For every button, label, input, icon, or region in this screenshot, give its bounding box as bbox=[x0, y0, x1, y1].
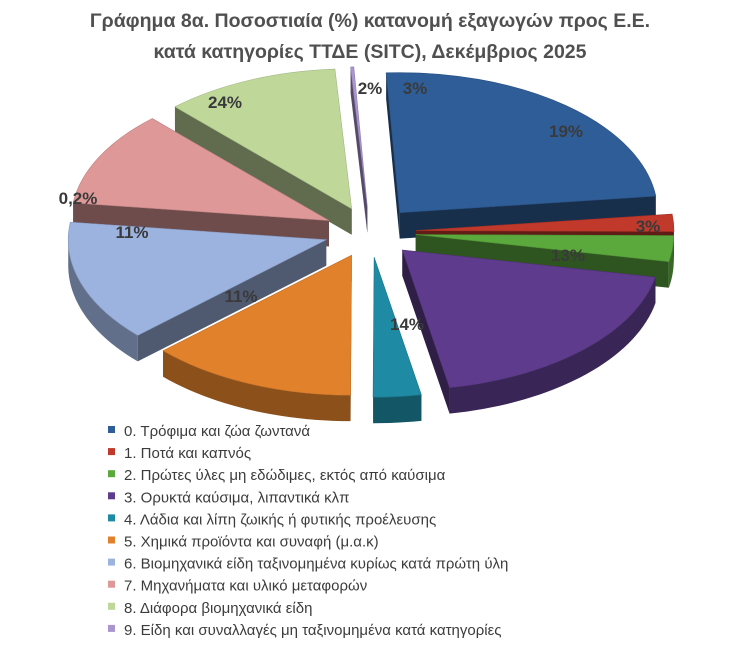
legend-item bbox=[108, 578, 367, 595]
pie-data-label: 13% bbox=[550, 246, 586, 265]
legend-swatch bbox=[108, 581, 115, 588]
legend-item bbox=[108, 556, 508, 573]
legend-swatch bbox=[108, 426, 115, 433]
legend bbox=[108, 423, 508, 639]
pie-data-label: 3% bbox=[635, 217, 661, 236]
legend-swatch bbox=[108, 537, 115, 544]
legend-swatch bbox=[108, 559, 115, 566]
legend-item bbox=[108, 600, 312, 617]
legend-label: 5. Χημικά προϊόντα και συναφή (μ.α.κ) bbox=[124, 533, 379, 551]
legend-label: 6. Βιομηχανικά είδη ταξινομημένα κυρίως κατά πρώτη ύλη bbox=[124, 555, 509, 573]
pie-data-label: 0,2% bbox=[58, 189, 98, 208]
legend-swatch bbox=[108, 492, 115, 499]
chart-title-line-1: Γράφημα 8α. Ποσοστιαία (%) κατανομή εξαγωγών προς Ε.Ε. bbox=[89, 10, 651, 32]
legend-item bbox=[108, 534, 379, 551]
legend-swatch bbox=[108, 603, 115, 610]
legend-item bbox=[108, 622, 502, 639]
legend-label: 7. Μηχανήματα και υλικό μεταφορών bbox=[124, 577, 368, 595]
legend-item bbox=[108, 511, 436, 528]
legend-label: 4. Λάδια και λίπη ζωικής ή φυτικής προέλευσης bbox=[124, 511, 437, 529]
legend-item bbox=[108, 423, 310, 440]
pie-data-label: 24% bbox=[207, 93, 243, 112]
pie-data-label: 11% bbox=[115, 223, 149, 242]
legend-label: 3. Ορυκτά καύσιμα, λιπαντικά κλπ bbox=[124, 489, 350, 507]
legend-swatch bbox=[108, 625, 115, 632]
legend-label: 9. Είδη και συναλλαγές μη ταξινομημένα κατά κατηγορίες bbox=[124, 621, 502, 639]
legend-item bbox=[108, 467, 446, 484]
chart-title-line-2: κατά κατηγορίες ΤΤΔΕ (SITC), Δεκέμβριος 2025 bbox=[153, 41, 587, 63]
legend-swatch bbox=[108, 448, 115, 455]
legend-label: 0. Τρόφιμα και ζώα ζωντανά bbox=[124, 423, 311, 440]
legend-item bbox=[108, 489, 349, 506]
legend-item bbox=[108, 445, 251, 462]
pie-data-label: 3% bbox=[402, 79, 428, 98]
legend-swatch bbox=[108, 514, 115, 521]
pie-data-label: 19% bbox=[548, 122, 584, 141]
pie-data-label: 14% bbox=[389, 315, 425, 334]
legend-label: 2. Πρώτες ύλες μη εδώδιμες, εκτός από καύσιμα bbox=[124, 467, 446, 485]
legend-label: 1. Ποτά και καπνός bbox=[124, 445, 252, 463]
pie-data-label: 11% bbox=[224, 287, 258, 306]
legend-swatch bbox=[108, 470, 115, 477]
pie-data-label: 2% bbox=[357, 79, 383, 98]
legend-label: 8. Διάφορα βιομηχανικά είδη bbox=[124, 599, 313, 617]
